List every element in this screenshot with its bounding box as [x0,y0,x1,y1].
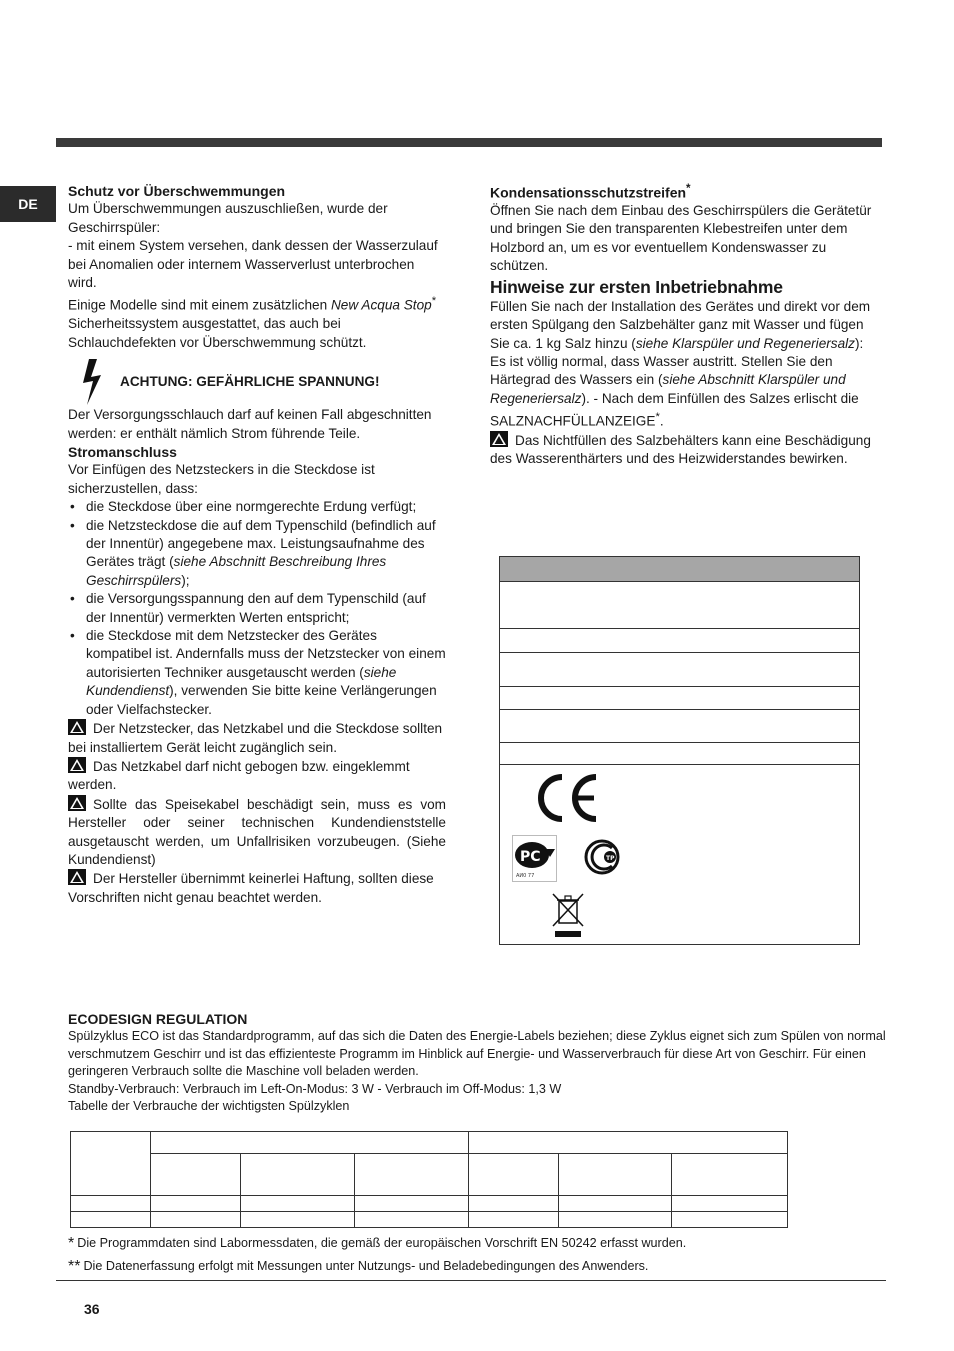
warning-icon [68,795,86,811]
table-col-divider [354,1153,355,1227]
footer-rule [56,1280,886,1281]
list-item: • die Steckdose mit dem Netzstecker des Gerätes kompatibel ist. Andernfalls muss der Netzstecker von einem autorisierten Techniker ausgetauscht werden (siehe Kundendienst), verwenden Sie bitte keine Verlängerungen oder Vielfachstecker. [68,627,446,719]
list-item: • die Versorgungsspannung den auf dem Typenschild (auf der Innentür) vermerkten Werten entspricht; [68,590,446,627]
svg-text:PC: PC [520,849,541,865]
warning-icon [68,719,86,735]
page-number: 36 [84,1301,100,1317]
divider [500,742,859,743]
footnote-2: ** Die Datenerfassung erfolgt mit Messungen unter Nutzungs- und Beladebedingungen des Anwenders. [68,1258,649,1275]
consumption-table [70,1131,788,1228]
list-item: • die Netzsteckdose die auf dem Typenschild (befindlich auf der Innentür) angegebene max. Leistungsaufnahme des Gerätes trägt (siehe Abschnitt Beschreibung Ihres Geschirrspülers); [68,517,446,591]
weee-bin-icon [550,891,586,939]
divider [500,764,859,765]
danger-warning [68,358,446,406]
table-row-divider [71,1211,787,1212]
ecodesign-title: ECODESIGN REGULATION [68,1011,248,1027]
power-checklist [68,498,446,719]
table-col-divider [240,1153,241,1227]
warning-note-4: Der Hersteller übernimmt keinerlei Haftung, sollten diese Vorschriften nicht genau beachtet werden. [68,871,434,905]
standby-text: Standby-Verbrauch: Verbrauch im Left-On-Modus: 3 W - Verbrauch im Off-Modus: 1,3 W [68,1081,562,1096]
warning-note-2: Das Netzkabel darf nicht gebogen bzw. eingeklemmt werden. [68,758,410,793]
ecodesign-section [68,1010,886,1116]
table-col-divider [671,1153,672,1227]
ecodesign-text: Spülzyklus ECO ist das Standardprogramm, auf das sich die Daten des Energie-Labels beziehen; diese Zyklus eignet sich zum Spülen von normal verschmutzem Geschirr und ist das effizienteste Programm im Hinblick auf Energie- und Wasserverbrauch für diese Art von Geschirr. Für einen geringeren Verbrauch sollte die Maschine voll beladen werden. [68,1029,886,1079]
language-tab: DE [0,186,56,222]
danger-label: ACHTUNG: GEFÄHRLICHE SPANNUNG! [120,373,380,389]
ce-mark-icon [534,773,600,823]
svg-text:TP: TP [606,855,615,862]
warning-note-3: Sollte das Speisekabel beschädigt sein, muss es vom Hersteller oder seiner technischen Kundendienststelle ausgetauscht werden, um Unfallrisiken vorzubeugen. (Siehe Kundendienst) [68,796,446,867]
strip-title: Kondensationsschutzstreifen* [490,182,691,201]
salt-warning: Das Nichtfüllen des Salzbehälters kann eine Beschädigung des Wasserenthärters und des Heizwiderstandes bewirken. [490,433,871,467]
flood-text-2: - mit einem System versehen, dank dessen der Wasserzulauf bei Anomalien oder internem Wasserverlust unterbrochen wird. [68,238,438,291]
eac-certification-icon [582,837,624,879]
first-use-title: Hinweise zur ersten Inbetriebnahme [490,276,783,297]
svg-text:АИ0 77: АИ0 77 [516,873,535,879]
strip-text: Öffnen Sie nach dem Einbau des Geschirrspülers die Gerätetür und bringen Sie den transparenten Klebestreifen unter dem Holzbord an, um es vor eventuellem Kondenswasser zu schützen. [490,203,872,274]
warning-icon [490,431,508,447]
table-col-divider [468,1132,469,1227]
flood-text-3: Einige Modelle sind mit einem zusätzlichen New Acqua Stop* Sicherheitssystem ausgestattet, das auch bei Schlauchdefekten vor Überschwemmung schützt. [68,295,437,350]
warning-note-1: Der Netzstecker, das Netzkabel und die Steckdose sollten bei installiertem Gerät leicht zugänglich sein. [68,721,443,755]
warning-icon [68,869,86,885]
list-item: • die Steckdose über eine normgerechte Erdung verfügt; [68,498,446,516]
divider [500,709,859,710]
flood-text-1: Um Überschwemmungen auszuschließen, wurde der Geschirrspüler: [68,201,388,235]
right-column [490,180,874,469]
table-col-divider [150,1132,151,1227]
divider [500,686,859,687]
power-intro: Vor Einfügen des Netzsteckers in die Steckdose ist sicherzustellen, dass: [68,462,375,496]
rating-plate-header [500,557,859,582]
table-row-divider [150,1153,787,1154]
rating-plate-box [499,556,860,945]
hose-text: Der Versorgungsschlauch darf auf keinen Fall abgeschnitten werden: er enthält nämlich Strom führende Teile. [68,407,432,441]
footnotes [68,1232,686,1278]
table-caption: Tabelle der Verbrauche der wichtigsten Spülzyklen [68,1099,350,1114]
divider [500,652,859,653]
divider [500,628,859,629]
table-col-divider [558,1153,559,1227]
pct-certification-icon [512,835,560,883]
footnote-1: * Die Programmdaten sind Labormessdaten, die gemäß der europäischen Vorschrift EN 50242 erfasst wurden. [68,1235,687,1252]
table-row-divider [71,1195,787,1196]
power-title: Stromanschluss [68,444,177,460]
lightning-bolt-icon [80,359,104,405]
header-bar [56,138,882,147]
warning-icon [68,757,86,773]
left-column [68,182,446,907]
first-use-text: Füllen Sie nach der Installation des Gerätes und direkt vor dem ersten Spülgang den Salzbehälter ganz mit Wasser und fügen Sie ca. 1 kg Salz hinzu (siehe Klarspüler und Regeneriersalz): Es ist völlig normal, dass Wasser austritt. Stellen Sie den Härtegrad des Wassers ein (siehe Abschnitt Klarspüler und Regeneriersalz). - Nach dem Einfüllen des Salzes erlischt die SALZNACHFÜLLANZEIGE*. [490,298,871,429]
flood-title: Schutz vor Überschwemmungen [68,183,286,199]
